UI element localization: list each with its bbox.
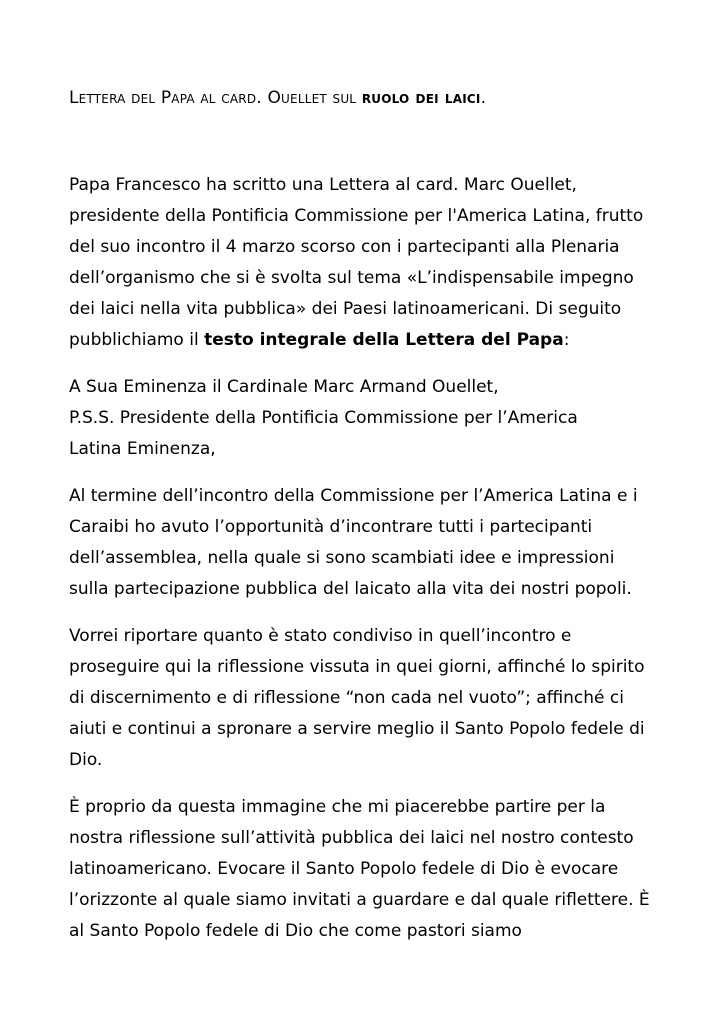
text-line: Latina Eminenza,: [69, 439, 216, 459]
text-line: Dio.: [69, 750, 103, 770]
paragraph-body-1: [69, 481, 689, 605]
text-line: P.S.S. Presidente della Pontificia Commissione per l’America: [69, 408, 578, 428]
text-line: latinoamericano. Evocare il Santo Popolo fedele di Dio è evocare: [69, 859, 619, 879]
text-line: del suo incontro il 4 marzo scorso con i partecipanti alla Plenaria: [69, 237, 620, 257]
text-line: nostra riflessione sull’attività pubblica dei laici nel nostro contesto: [69, 828, 634, 848]
text-line: Vorrei riportare quanto è stato condiviso in quell’incontro e: [69, 626, 572, 646]
paragraph-intro: [69, 170, 689, 356]
text-line: aiuti e continui a spronare a servire meglio il Santo Popolo fedele di: [69, 719, 645, 739]
document-body: [69, 170, 689, 963]
text-line: proseguire qui la riflessione vissuta in quei giorni, affinché lo spirito: [69, 657, 645, 677]
text-line: Papa Francesco ha scritto una Lettera al card. Marc Ouellet,: [69, 175, 577, 195]
text-line: l’orizzonte al quale siamo invitati a guardare e dal quale riflettere. È: [69, 890, 650, 910]
text-line: Al termine dell’incontro della Commissione per l’America Latina e i: [69, 486, 638, 506]
document-title: [69, 86, 486, 110]
title-text: Lettera del Papa al card. Ouellet sul: [69, 88, 362, 108]
text-line: presidente della Pontificia Commissione per l'America Latina, frutto: [69, 206, 644, 226]
title-period: .: [480, 88, 487, 108]
text-line: sulla partecipazione pubblica del laicato alla vita dei nostri popoli.: [69, 579, 632, 599]
paragraph-body-2: [69, 621, 689, 776]
text-line: dei laici nella vita pubblica» dei Paesi latinoamericani. Di seguito: [69, 299, 622, 319]
text-line: dell’organismo che si è svolta sul tema «L’indispensabile impegno: [69, 268, 634, 288]
text-line: dell’assemblea, nella quale si sono scambiati idee e impressioni: [69, 548, 615, 568]
text-segment: :: [563, 330, 570, 350]
text-line: al Santo Popolo fedele di Dio che come pastori siamo: [69, 921, 522, 941]
text-line: È proprio da questa immagine che mi piacerebbe partire per la: [69, 797, 606, 817]
text-line: [69, 325, 689, 356]
text-line: A Sua Eminenza il Cardinale Marc Armand Ouellet,: [69, 377, 499, 397]
text-line: Caraibi ho avuto l’opportunità d’incontrare tutti i partecipanti: [69, 517, 593, 537]
paragraph-body-3: [69, 792, 689, 947]
text-line: di discernimento e di riflessione “non cada nel vuoto”; affinché ci: [69, 688, 624, 708]
bold-emphasis: testo integrale della Lettera del Papa: [204, 330, 564, 350]
paragraph-address: [69, 372, 689, 465]
text-segment: pubblichiamo il: [69, 330, 205, 350]
title-emphasis: ruolo dei laici: [361, 88, 481, 108]
